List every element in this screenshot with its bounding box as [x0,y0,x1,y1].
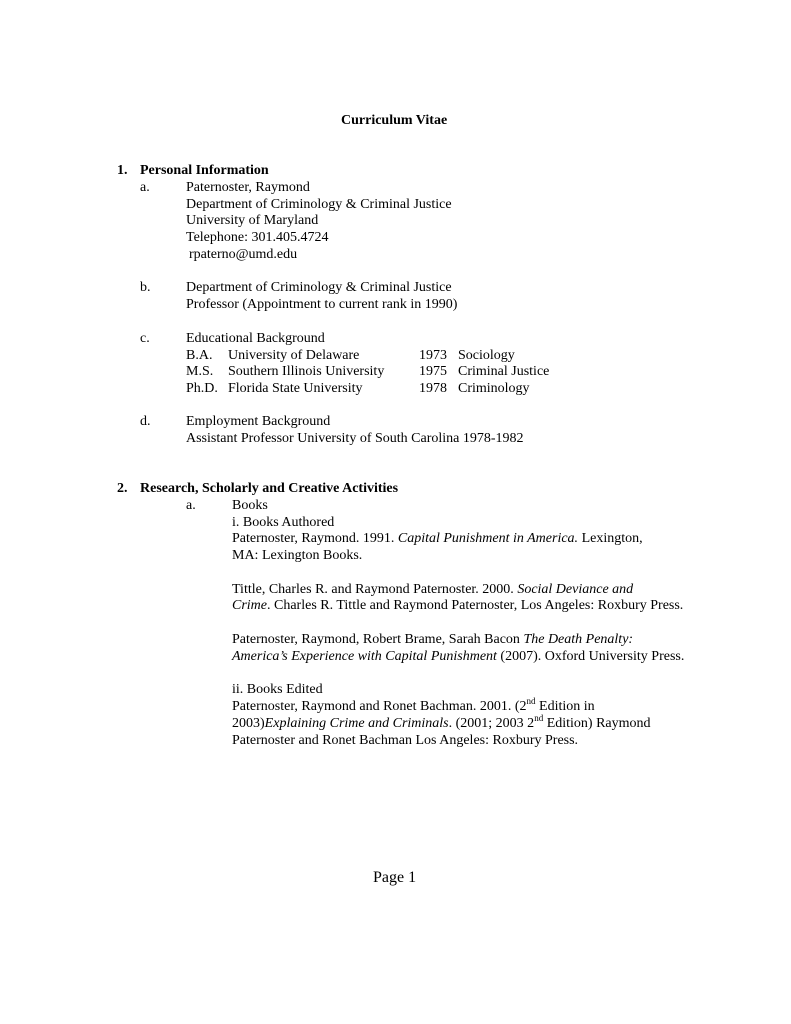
year: 1973 [419,348,447,363]
document-title: Curriculum Vitae [341,113,448,128]
book-entry-3-line-1: Paternoster, Raymond, Robert Brame, Sarah Bacon The Death Penalty: [232,632,634,647]
book-entry-3-line-2: America’s Experience with Capital Punishment (2007). Oxford University Press. [232,649,685,664]
item-c-label: c. [140,331,150,346]
field: Criminal Justice [458,364,550,379]
field: Criminology [458,381,530,396]
book-entry-4-line-3: Paternoster and Ronet Bachman Los Angeles: Roxbury Press. [232,733,579,748]
books-authored-title: i. Books Authored [232,515,335,530]
appointment-rank: Professor (Appointment to current rank in 1990) [186,297,458,312]
section-2-heading: Research, Scholarly and Creative Activities [140,481,399,496]
name-line: Paternoster, Raymond [186,180,310,195]
book-entry-2-line-1: Tittle, Charles R. and Raymond Paternoster. 2000. Social Deviance and [232,582,634,597]
book-entry-4-line-1: Paternoster, Raymond and Ronet Bachman. 2001. (2nd Edition in [232,696,595,714]
school: Southern Illinois University [228,364,385,379]
department-line: Department of Criminology & Criminal Justice [186,197,452,212]
appointment-department: Department of Criminology & Criminal Justice [186,280,452,295]
item-d-label: d. [140,414,151,429]
field: Sociology [458,348,515,363]
year: 1978 [419,381,447,396]
school: Florida State University [228,381,363,396]
telephone-line: Telephone: 301.405.4724 [186,230,329,245]
book-entry-2-line-2: Crime. Charles R. Tittle and Raymond Paternoster, Los Angeles: Roxbury Press. [232,598,684,613]
book-entry-4-line-2: 2003)Explaining Crime and Criminals. (2001; 2003 2nd Edition) Raymond [232,713,651,731]
item-a-label: a. [140,180,150,195]
employment-title: Employment Background [186,414,331,429]
degree: M.S. [186,364,214,379]
books-edited-title: ii. Books Edited [232,682,323,697]
year: 1975 [419,364,447,379]
item-b-label: b. [140,280,151,295]
item-a-label: a. [186,498,196,513]
section-1-heading: Personal Information [140,163,269,178]
page-number: Page 1 [373,869,417,886]
book-entry-1-line-1: Paternoster, Raymond. 1991. Capital Punishment in America. Lexington, [232,531,643,546]
email-line: rpaterno@umd.edu [189,247,298,262]
section-2-number: 2. [117,481,128,496]
education-title: Educational Background [186,331,325,346]
book-entry-1-line-2: MA: Lexington Books. [232,548,363,563]
books-title: Books [232,498,268,513]
degree: Ph.D. [186,381,218,396]
section-1-number: 1. [117,163,128,178]
university-line: University of Maryland [186,213,319,228]
school: University of Delaware [228,348,360,363]
degree: B.A. [186,348,213,363]
employment-line: Assistant Professor University of South Carolina 1978-1982 [186,431,524,446]
